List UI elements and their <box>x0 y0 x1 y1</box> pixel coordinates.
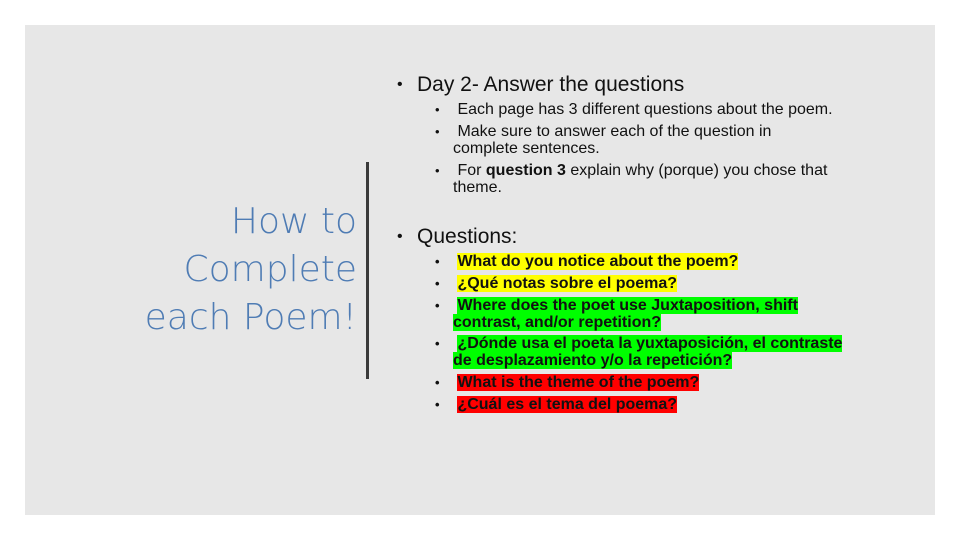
title-line-2: Complete <box>183 249 357 290</box>
bullet-icon: • <box>435 276 440 291</box>
bullet-icon: • <box>435 397 440 412</box>
title-line-3: each Poem! <box>144 297 357 338</box>
bullet-icon: • <box>435 375 440 390</box>
section1-item-text-cont: complete sentences. <box>453 140 600 157</box>
question-text: ¿Qué notas sobre el poema? <box>457 275 678 292</box>
question-item <box>435 253 739 270</box>
section1-heading-bullet <box>397 73 685 97</box>
question-text: What do you notice about the poem? <box>457 253 739 270</box>
section1-item <box>435 101 833 118</box>
bullet-icon: • <box>435 124 440 139</box>
section1-item-text-cont: theme. <box>453 179 502 196</box>
question-text-cont: de desplazamiento y/o la repetición? <box>453 352 733 369</box>
question-item <box>435 396 678 413</box>
section1-item <box>435 162 828 196</box>
question-item <box>435 335 843 369</box>
question-text: Where does the poet use Juxtaposition, shift <box>457 297 798 314</box>
question-item <box>435 297 798 331</box>
section1-item-text: Make sure to answer each of the question in <box>457 123 772 140</box>
question-text: What is the theme of the poem? <box>457 374 700 391</box>
bullet-icon: • <box>435 298 440 313</box>
question-text-cont: contrast, and/or repetition? <box>453 314 662 331</box>
section2-heading: Questions: <box>417 225 518 248</box>
slide-title <box>97 198 357 342</box>
question-item <box>435 275 678 292</box>
section1-item-text-pre: For <box>457 162 486 179</box>
bullet-icon: • <box>435 102 440 117</box>
section1-item <box>435 123 772 157</box>
section1-item-text: Each page has 3 different questions about the poem. <box>457 101 833 118</box>
bullet-icon: • <box>435 163 440 178</box>
bullet-icon: • <box>435 254 440 269</box>
bullet-icon: • <box>435 336 440 351</box>
section1-heading: Day 2- Answer the questions <box>417 73 685 96</box>
bullet-icon: • <box>397 76 403 93</box>
vertical-divider <box>366 162 369 379</box>
section1-item-text-post: explain why (porque) you chose that <box>565 162 828 179</box>
title-line-1: How to <box>230 201 357 242</box>
section1-item-text-bold: question 3 <box>485 162 566 179</box>
bullet-icon: • <box>397 228 403 245</box>
question-item <box>435 374 700 391</box>
question-text: ¿Cuál es el tema del poema? <box>457 396 678 413</box>
section2-heading-bullet <box>397 225 518 249</box>
question-text: ¿Dónde usa el poeta la yuxtaposición, el contraste <box>457 335 843 352</box>
